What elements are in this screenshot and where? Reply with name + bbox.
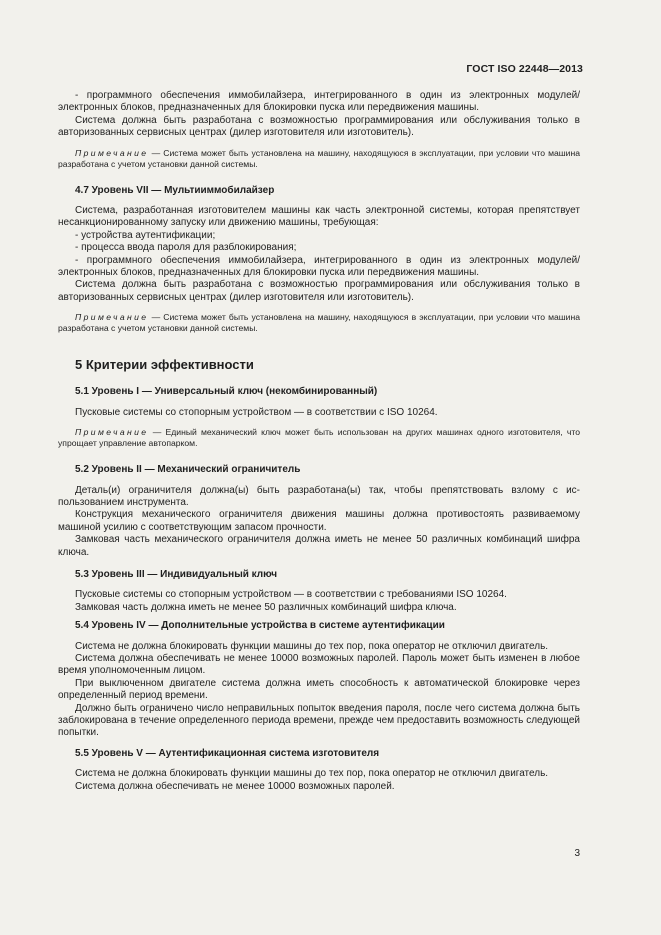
paragraph: При выключенном двигателе система должна иметь способность к автоматической блокировке через определенный период времени. — [58, 677, 580, 702]
bullet-item: - устройства аутентификации; — [75, 229, 216, 241]
paragraph: Система не должна блокировать функции машины до тех пор, пока оператор не отключил двигатель. — [75, 768, 549, 780]
paragraph: Система должна обеспечивать не менее 10000 возможных паролей. Пароль может быть изменен в любое время уполномоченным лицом. — [58, 652, 580, 677]
chapter-heading: 5 Критерии эффективности — [75, 357, 254, 373]
paragraph: Деталь(и) ограничителя должна(ы) быть разработана(ы) так, чтобы препятствовать взлому с использованием инструмента. — [58, 484, 580, 508]
paragraph: - программного обеспечения иммобилайзера, интегрированного в один из электронных модулей/ электронных блоков, предназначенных для блокировки пуска или передвижения машины. — [58, 90, 580, 114]
note-label: Примечание — [75, 427, 149, 438]
paragraph: Пусковые системы со стопорным устройством — в соответствии с ISO 10264. — [75, 406, 438, 418]
paragraph: Должно быть ограничено число неправильных попыток введения пароля, после чего система должна быть заблокирована в течение определенного периода времени, прежде чем предоставить возможность следующей попытки. — [58, 702, 580, 739]
paragraph: Система должна быть разработана с возможностью программирования или обслуживания только в авторизованных сервисных центрах (дилер изготовителя или изготовитель). — [58, 114, 580, 139]
section-heading: 5.5 Уровень V — Аутентификационная система изготовителя — [75, 747, 380, 759]
note-text: — Система может быть установлена на машину, находящуюся в эксплуатации, при условии что машина разработана с учетом установки данной системы. — [58, 312, 580, 334]
section-heading: 4.7 Уровень VII — Мультииммобилайзер — [75, 184, 275, 196]
note — [58, 427, 580, 449]
paragraph: Система, разработанная изготовителем машины как часть электронной системы, которая препятствует несанкционированному запуску или движению машины, требующая: — [58, 205, 580, 229]
bullet-item: - программного обеспечения иммобилайзера, интегрированного в один из электронных модулей/ электронных блоков, предназначенных для блокировки пуска или передвижения машины. — [58, 254, 580, 279]
section-heading: 5.1 Уровень I — Универсальный ключ (некомбинированный) — [75, 386, 378, 398]
bullet-item: - процесса ввода пароля для разблокирования; — [75, 242, 297, 254]
document-body — [58, 90, 580, 793]
paragraph: Конструкция механического ограничителя движения машины должна противостоять развиваемому машиной усилию с соответствующим запасом прочности. — [58, 509, 580, 533]
paragraph: Система должна быть разработана с возможностью программирования или обслуживания только в авторизованных сервисных центрах (дилер изготовителя или изготовитель). — [58, 279, 580, 303]
note-text: — Единый механический ключ может быть использован на других машинах одного изготовителя, что упрощает управление автопарком. — [58, 427, 580, 449]
paragraph: Система не должна блокировать функции машины до тех пор, пока оператор не отключил двигатель. — [75, 640, 549, 652]
note-text: — Система может быть установлена на машину, находящуюся в эксплуатации, при условии что машина разработана с учетом установки данной системы. — [58, 147, 580, 169]
paragraph: Замковая часть механического ограничителя должна иметь не менее 50 различных комбинаций шифра ключа. — [58, 534, 580, 558]
note-label: Примечание — [75, 312, 149, 323]
page-number: 3 — [574, 848, 580, 859]
note — [58, 148, 580, 170]
paragraph: Замковая часть должна иметь не менее 50 различных комбинаций шифра ключа. — [75, 601, 457, 613]
note-label: Примечание — [75, 147, 149, 158]
section-heading: 5.2 Уровень II — Механический ограничитель — [75, 464, 301, 476]
note — [58, 312, 580, 334]
document-header: ГОСТ ISO 22448—2013 — [466, 63, 583, 75]
paragraph: Система должна обеспечивать не менее 10000 возможных паролей. — [75, 780, 395, 792]
paragraph: Пусковые системы со стопорным устройством — в соответствии с требованиями ISO 10264. — [75, 589, 507, 601]
section-heading: 5.4 Уровень IV — Дополнительные устройства в системе аутентификации — [75, 620, 445, 632]
section-heading: 5.3 Уровень III — Индивидуальный ключ — [75, 568, 278, 580]
